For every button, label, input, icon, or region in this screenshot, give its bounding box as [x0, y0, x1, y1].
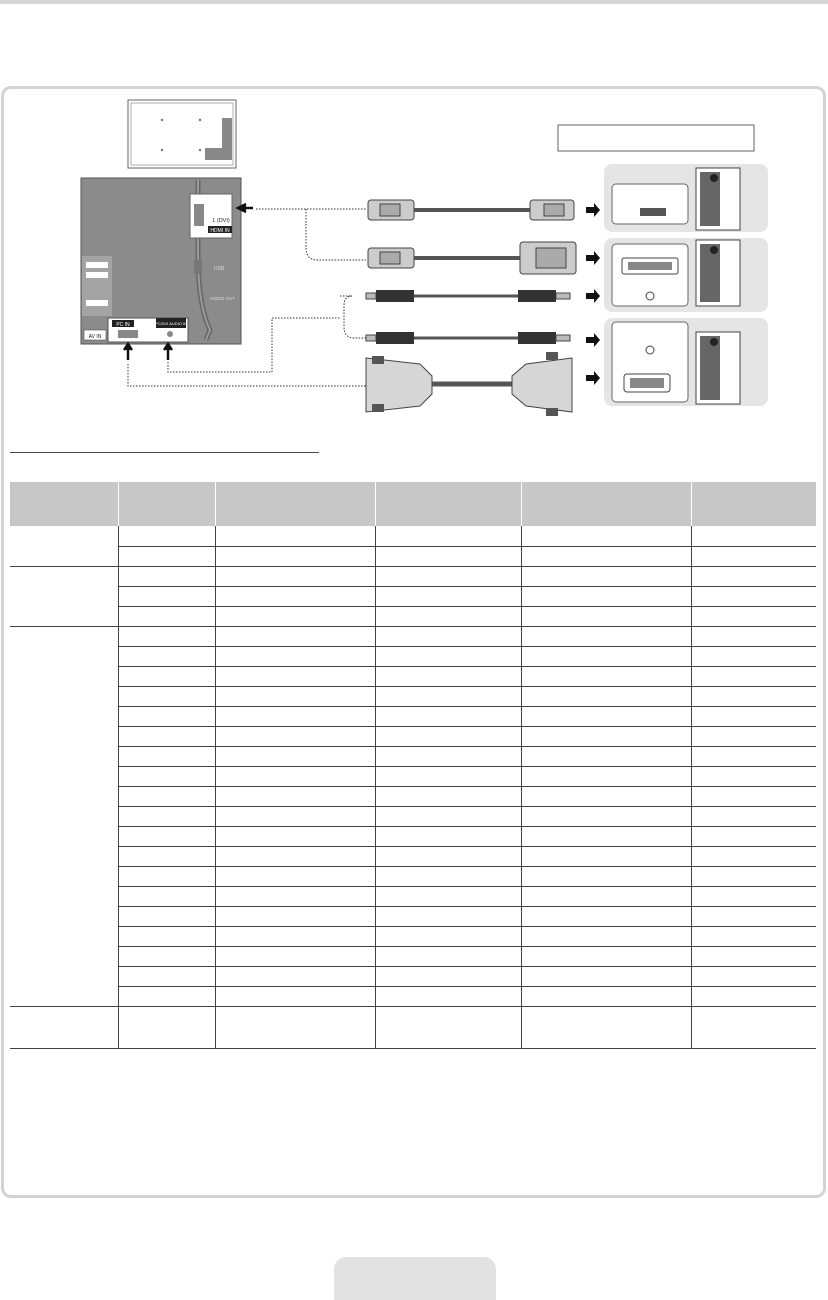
table-cell	[215, 606, 375, 626]
table-cell	[118, 886, 215, 906]
table-row	[10, 806, 816, 826]
table-cell	[375, 846, 521, 866]
table-cell	[521, 846, 691, 866]
table-cell	[215, 1006, 375, 1048]
section-underline	[10, 452, 319, 453]
table-row	[10, 726, 816, 746]
table-cell	[521, 686, 691, 706]
table-row	[10, 566, 816, 586]
table-cell	[118, 906, 215, 926]
table-cell	[215, 546, 375, 566]
hdmi-cable	[368, 200, 574, 220]
table-cell	[118, 846, 215, 866]
table-row	[10, 606, 816, 626]
page-number-tab	[334, 1257, 496, 1300]
table-cell	[691, 986, 816, 1006]
table-cell	[375, 766, 521, 786]
table-cell	[521, 986, 691, 1006]
pc-dvi-device	[604, 238, 768, 312]
table-cell	[215, 686, 375, 706]
table-cell	[521, 826, 691, 846]
table-cell	[691, 686, 816, 706]
table-cell	[691, 666, 816, 686]
table-row	[10, 846, 816, 866]
table-cell	[215, 806, 375, 826]
table-cell	[215, 706, 375, 726]
table-cell	[691, 846, 816, 866]
table-cell	[375, 666, 521, 686]
av-in-label: AV IN	[88, 334, 102, 340]
table-header-row	[10, 482, 816, 526]
table-cell	[691, 586, 816, 606]
table-cell	[118, 646, 215, 666]
table-cell	[118, 666, 215, 686]
audio-cable-top	[366, 290, 570, 302]
table-cell	[375, 926, 521, 946]
group-cell	[10, 626, 118, 1006]
audio-cable-bottom	[366, 332, 570, 344]
table-cell	[118, 806, 215, 826]
header-cell	[691, 482, 816, 526]
table-cell	[118, 566, 215, 586]
table-row	[10, 946, 816, 966]
table-cell	[215, 726, 375, 746]
table-cell	[375, 1006, 521, 1048]
table-cell	[375, 866, 521, 886]
table-cell	[375, 586, 521, 606]
d-sub-cable	[366, 352, 572, 416]
table-cell	[691, 886, 816, 906]
table-cell	[691, 646, 816, 666]
table-row	[10, 906, 816, 926]
table-row	[10, 966, 816, 986]
table-cell	[215, 846, 375, 866]
table-cell	[691, 946, 816, 966]
table-cell	[375, 826, 521, 846]
table-cell	[521, 666, 691, 686]
table-cell	[118, 926, 215, 946]
table-cell	[215, 626, 375, 646]
pc-hdmi-device	[604, 164, 768, 232]
table-cell	[118, 546, 215, 566]
header-cell	[10, 482, 118, 526]
table-row	[10, 626, 816, 646]
table-row	[10, 926, 816, 946]
table-cell	[375, 966, 521, 986]
tv-rear-thumbnail	[128, 100, 236, 168]
table-cell	[118, 786, 215, 806]
table-cell	[691, 786, 816, 806]
table-cell	[521, 906, 691, 926]
table-cell	[375, 726, 521, 746]
table-cell	[118, 606, 215, 626]
table-row	[10, 886, 816, 906]
table-row	[10, 526, 816, 546]
table-cell	[521, 786, 691, 806]
group-cell	[10, 526, 118, 566]
table-cell	[118, 766, 215, 786]
hdmi-dvi-cable	[368, 242, 576, 274]
table-cell	[215, 826, 375, 846]
table-cell	[521, 946, 691, 966]
table-cell	[375, 886, 521, 906]
table-row	[10, 586, 816, 606]
table-cell	[521, 626, 691, 646]
table-cell	[118, 526, 215, 546]
table-cell	[521, 646, 691, 666]
table-cell	[375, 906, 521, 926]
group-cell	[10, 566, 118, 626]
table-cell	[215, 966, 375, 986]
table-cell	[521, 766, 691, 786]
table-cell	[375, 786, 521, 806]
device-label-box	[558, 125, 754, 151]
table-cell	[691, 826, 816, 846]
table-body	[10, 526, 816, 1048]
header-cell	[521, 482, 691, 526]
header-cell	[375, 482, 521, 526]
table-cell	[691, 906, 816, 926]
usb-label: USB	[214, 266, 225, 272]
table-cell	[215, 986, 375, 1006]
table-cell	[118, 686, 215, 706]
table-row	[10, 746, 816, 766]
table-cell	[375, 606, 521, 626]
table-cell	[118, 986, 215, 1006]
table-cell	[375, 706, 521, 726]
table-cell	[521, 926, 691, 946]
table-cell	[118, 1006, 215, 1048]
table-cell	[691, 706, 816, 726]
table-cell	[521, 746, 691, 766]
device-arrows	[586, 203, 600, 385]
table-cell	[521, 586, 691, 606]
hdmi-port-label: 1 (DVI)	[212, 218, 230, 224]
table-cell	[521, 566, 691, 586]
table-cell	[521, 706, 691, 726]
table-cell	[521, 606, 691, 626]
table-row	[10, 866, 816, 886]
connection-diagram	[0, 0, 828, 420]
table-cell	[118, 866, 215, 886]
table-cell	[375, 546, 521, 566]
table-cell	[118, 946, 215, 966]
table-cell	[691, 746, 816, 766]
table-cell	[215, 586, 375, 606]
display-modes-table	[10, 482, 816, 1049]
tv-back-panel	[81, 178, 253, 360]
pc-dvi-audio-in-label: PC/DVI AUDIO IN	[154, 321, 188, 326]
table-cell	[375, 646, 521, 666]
table-cell	[691, 806, 816, 826]
table-row	[10, 686, 816, 706]
table-cell	[521, 866, 691, 886]
table-cell	[215, 906, 375, 926]
table-cell	[215, 886, 375, 906]
table-row	[10, 766, 816, 786]
table-cell	[375, 626, 521, 646]
table-cell	[691, 726, 816, 746]
table-cell	[521, 966, 691, 986]
header-cell	[215, 482, 375, 526]
table-row	[10, 826, 816, 846]
group-cell	[10, 1006, 118, 1048]
hdmi-in-label: HDMI IN	[210, 228, 230, 234]
table-cell	[215, 746, 375, 766]
table-cell	[521, 546, 691, 566]
table-cell	[375, 566, 521, 586]
table-cell	[215, 786, 375, 806]
table-cell	[215, 526, 375, 546]
table-cell	[215, 766, 375, 786]
pc-in-label: PC IN	[116, 322, 130, 328]
table-cell	[521, 726, 691, 746]
table-cell	[375, 806, 521, 826]
table-row	[10, 666, 816, 686]
table-row	[10, 986, 816, 1006]
table-row	[10, 1006, 816, 1048]
table-cell	[691, 766, 816, 786]
table-cell	[521, 526, 691, 546]
table-cell	[215, 666, 375, 686]
table-cell	[118, 826, 215, 846]
table-cell	[118, 586, 215, 606]
table-cell	[375, 686, 521, 706]
table-cell	[118, 706, 215, 726]
table-cell	[691, 866, 816, 886]
table-cell	[691, 546, 816, 566]
table-cell	[375, 526, 521, 546]
table-cell	[691, 1006, 816, 1048]
pc-dsub-device	[604, 318, 768, 406]
table-cell	[521, 806, 691, 826]
table-cell	[375, 946, 521, 966]
table-cell	[118, 626, 215, 646]
table-cell	[375, 986, 521, 1006]
table-cell	[691, 926, 816, 946]
table-cell	[215, 566, 375, 586]
header-cell	[118, 482, 215, 526]
table-cell	[118, 746, 215, 766]
table-row	[10, 786, 816, 806]
table-cell	[215, 646, 375, 666]
table-cell	[375, 746, 521, 766]
table-cell	[215, 866, 375, 886]
table-cell	[215, 946, 375, 966]
table-cell	[118, 726, 215, 746]
table-cell	[691, 626, 816, 646]
table-row	[10, 546, 816, 566]
table-cell	[215, 926, 375, 946]
table-cell	[691, 966, 816, 986]
table-cell	[691, 606, 816, 626]
audio-out-label: AUDIO OUT	[210, 296, 236, 301]
table-row	[10, 706, 816, 726]
table-row	[10, 646, 816, 666]
table-cell	[521, 886, 691, 906]
table-cell	[521, 1006, 691, 1048]
table-cell	[691, 566, 816, 586]
table-cell	[118, 966, 215, 986]
table-cell	[691, 526, 816, 546]
